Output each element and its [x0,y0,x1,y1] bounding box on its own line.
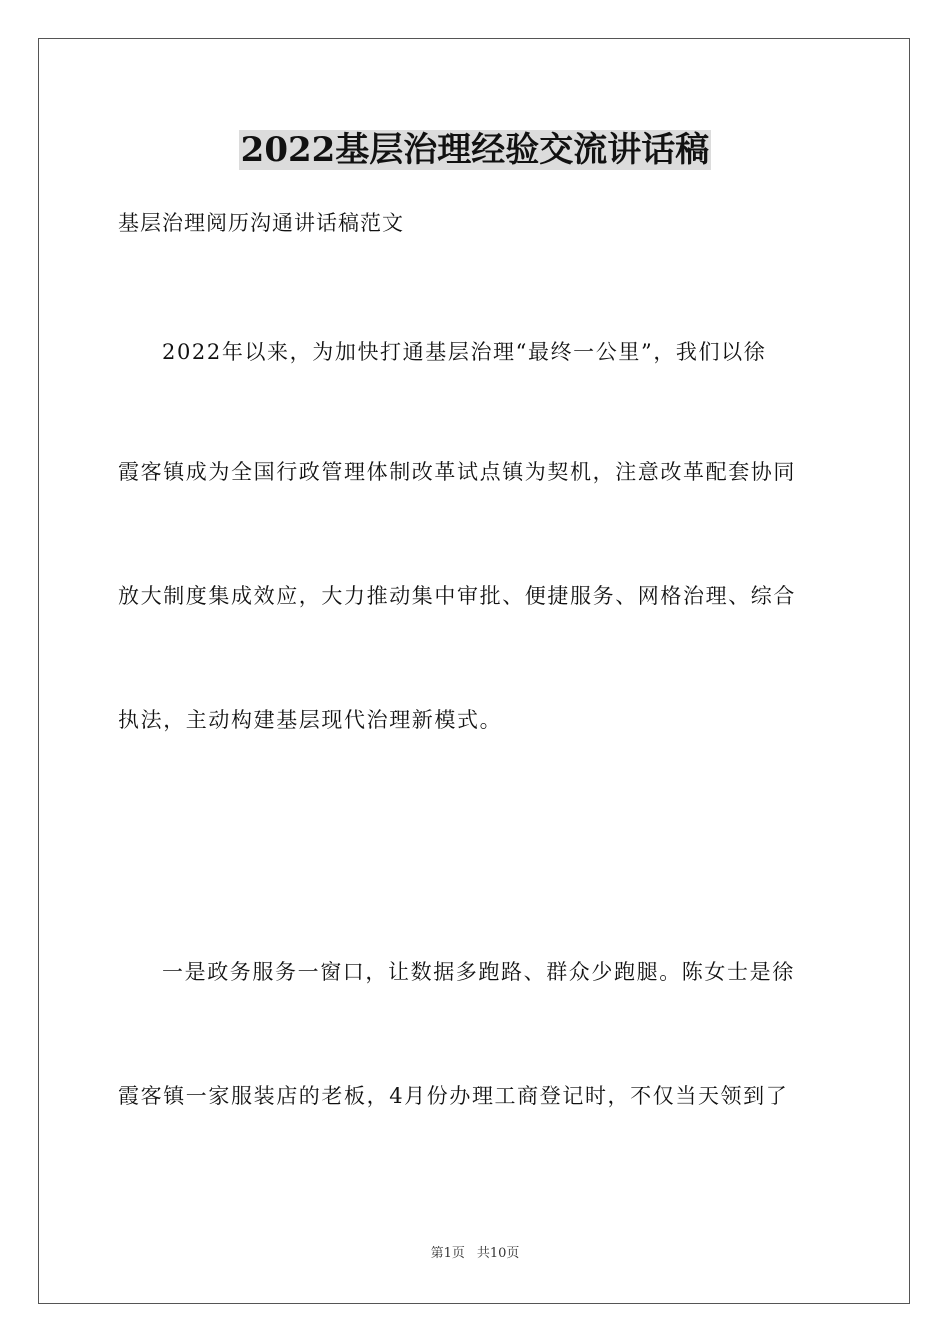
document-title-text: 2022基层治理经验交流讲话稿 [240,130,710,170]
paragraph-2-line-1: 一是政务服务一窗口，让数据多跑路、群众少跑腿。陈女士是徐 [162,960,795,984]
paragraph-1-line-2: 霞客镇成为全国行政管理体制改革试点镇为契机，注意改革配套协同 [118,460,796,484]
paragraph-1-line-1: 2022年以来，为加快打通基层治理“最终一公里”，我们以徐 [162,340,767,364]
paragraph-1-line-4: 执法，主动构建基层现代治理新模式。 [118,708,503,732]
document-subtitle: 基层治理阅历沟通讲话稿范文 [118,211,404,235]
document-title [0,128,950,172]
page-footer [0,1245,950,1263]
page-total: 共10页 [476,1246,520,1261]
page-number: 第1页 [430,1246,465,1261]
paragraph-2-line-2: 霞客镇一家服装店的老板，4月份办理工商登记时，不仅当天领到了 [118,1084,789,1108]
paragraph-1-line-3: 放大制度集成效应，大力推动集中审批、便捷服务、网格治理、综合 [118,584,796,608]
